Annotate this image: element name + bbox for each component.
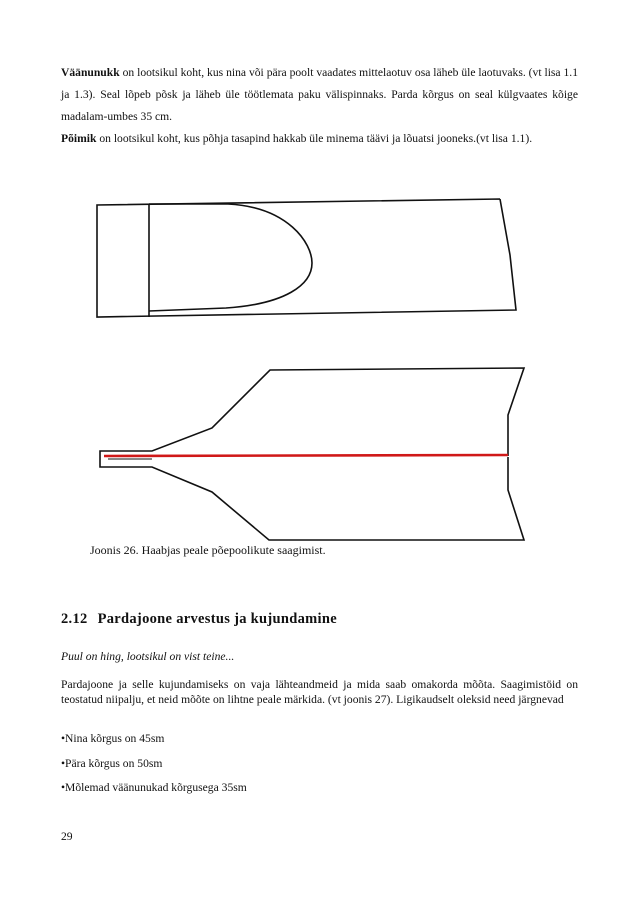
bullet-item: •Nina kõrgus on 45sm (61, 732, 165, 745)
section-number: 2.12 (61, 611, 88, 627)
top-rounded-cut (149, 204, 312, 311)
bullet-item: •Mõlemad väänunukad kõrgusega 35sm (61, 781, 247, 794)
bottom-lower-edge (100, 451, 524, 540)
term-vaanunukk: Väänunukk (61, 66, 120, 79)
boat-drawing (60, 185, 578, 555)
paragraph-pardajoone: Pardajoone ja selle kujundamiseks on vaja lähteandmeid ja mida saab omakorda mõõta. Saagimistöid on teostatud niipalju, et neid mõõte on lihtne peale märkida. (vt joonis 27). Ligikaudselt oleksid need järgnevad (61, 678, 578, 706)
paragraph-poimik (61, 128, 578, 150)
figure-caption: Joonis 26. Haabjas peale põepoolikute saagimist. (90, 543, 326, 557)
paragraph-vaanunukk (61, 62, 578, 128)
term-poimik: Põimik (61, 132, 97, 145)
top-drawing (97, 199, 516, 317)
bullet-item: •Pära kõrgus on 50sm (61, 757, 163, 770)
boat-drawing-figure (60, 185, 578, 555)
section-title: Pardajoone arvestus ja kujundamine (97, 611, 337, 627)
section-heading (61, 611, 337, 628)
paragraph-vaanunukk-text: on lootsikul koht, kus nina või pära poolt vaadates mittelaotuv osa läheb üle laotuvaks. (vt lisa 1.1 ja 1.3). Seal lõpeb põsk ja läheb üle töötlemata paku välispinnaks. Parda kõrgus on seal külgvaates kõige madalam-umbes 35 cm. (61, 66, 578, 123)
paragraph-poimik-text: on lootsikul koht, kus põhja tasapind hakkab üle minema täävi ja lõuatsi jooneks.(vt lisa 1.1). (96, 132, 533, 145)
red-center-line (104, 455, 508, 456)
italic-epigraph: Puul on hing, lootsikul on vist teine... (61, 650, 235, 663)
page-number: 29 (61, 830, 73, 843)
bottom-upper-edge (108, 368, 524, 456)
top-outline (97, 199, 516, 317)
